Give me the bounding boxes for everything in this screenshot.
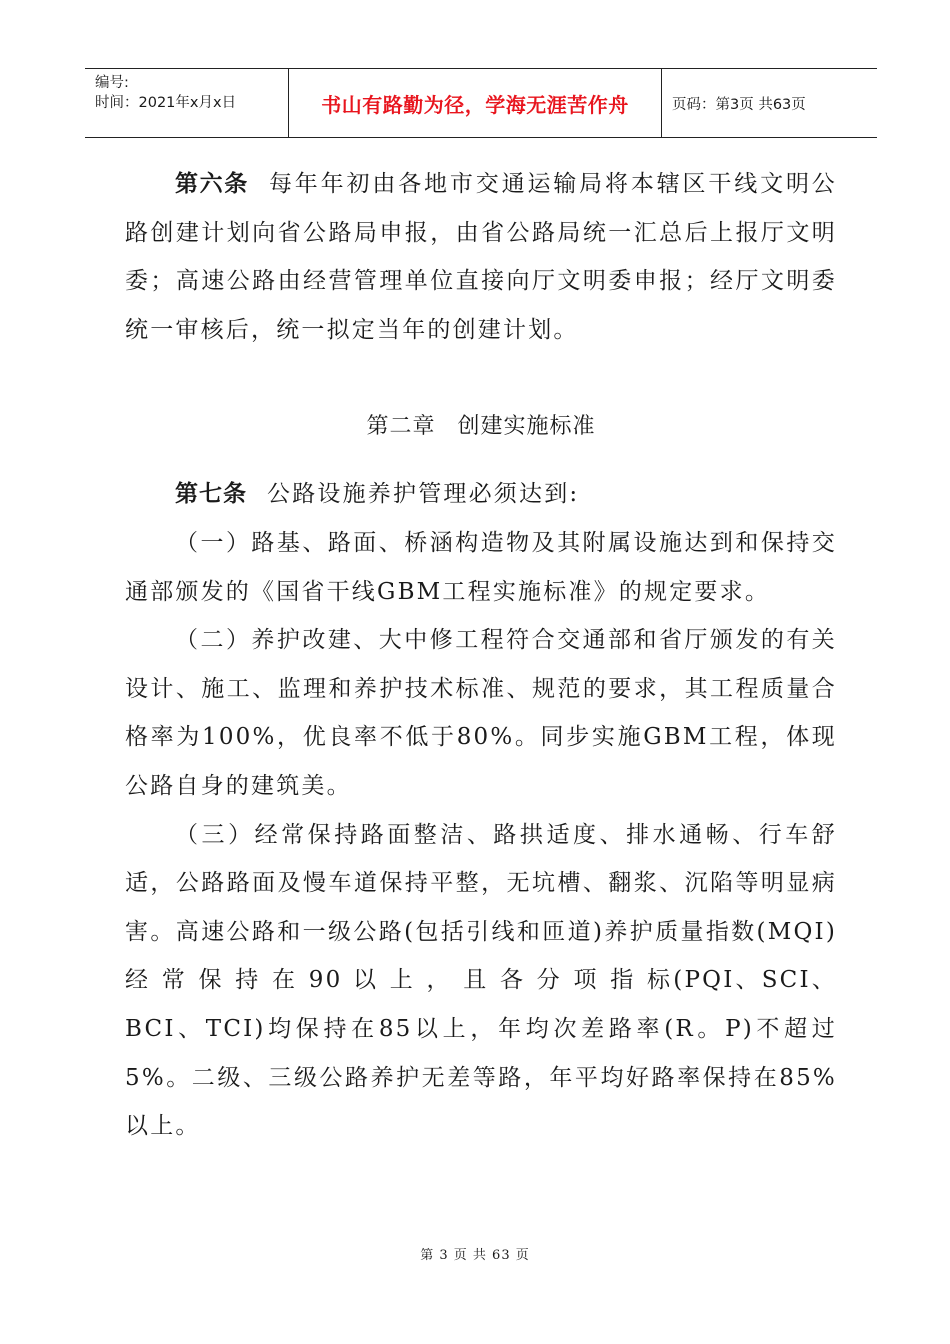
article-7-text: 公路设施养护管理必须达到: <box>267 481 580 508</box>
article-6-text: 每年年初由各地市交通运输局将本辖区干线文明公路创建计划向省公路局申报，由省公路局统一汇总后上报厅文明委；高速公路由经营管理单位直接向厅文明委申报；经厅文明委统一审核后，统一拟定当年的创建计划。 <box>125 171 837 343</box>
article-7 <box>125 470 837 519</box>
chapter-heading <box>125 409 837 440</box>
page-header <box>85 68 877 138</box>
document-body <box>125 160 837 1151</box>
article-6-heading: 第六条 <box>175 171 249 197</box>
header-meta <box>85 69 288 137</box>
page-footer: 第 3 页 共 63 页 <box>420 1248 530 1263</box>
header-page-label: 页码：第3页 共63页 <box>672 96 806 113</box>
article-7-item-1: （一）路基、路面、桥涵构造物及其附属设施达到和保持交通部颁发的《国省干线GBM工程实施标准》的规定要求。 <box>125 529 837 605</box>
number-label: 编号: <box>95 75 129 91</box>
chapter-title: 创建实施标准 <box>457 414 596 440</box>
chapter-number: 第二章 <box>366 414 436 440</box>
article-7-heading: 第七条 <box>175 481 247 508</box>
article-7-item-3: （三）经常保持路面整洁、路拱适度、排水通畅、行车舒适，公路路面及慢车道保持平整，无坑槽、翻浆、沉陷等明显病害。高速公路和一级公路(包括引线和匝道)养护质量指数(MQI) 经 常 保 持 在 90 以 上 ， 且 各 分 项 指 标(PQI、SCI、BCI、TCI)均保持在85以上，年均次差路率(R。P)不超过5%。二级、三级公路养护无差等路，年平均好路率保持在85%以上。 <box>125 821 837 1140</box>
header-motto: 书山有路勤为径，学海无涯苦作舟 <box>288 69 662 137</box>
article-7-item-2: （二）养护改建、大中修工程符合交通部和省厅颁发的有关设计、施工、监理和养护技术标准、规范的要求，其工程质量合格率为100%，优良率不低于80%。同步实施GBM工程，体现公路自身的建筑美。 <box>125 627 837 799</box>
time-label: 时间：2021年x月x日 <box>95 95 237 111</box>
article-6 <box>125 160 837 354</box>
